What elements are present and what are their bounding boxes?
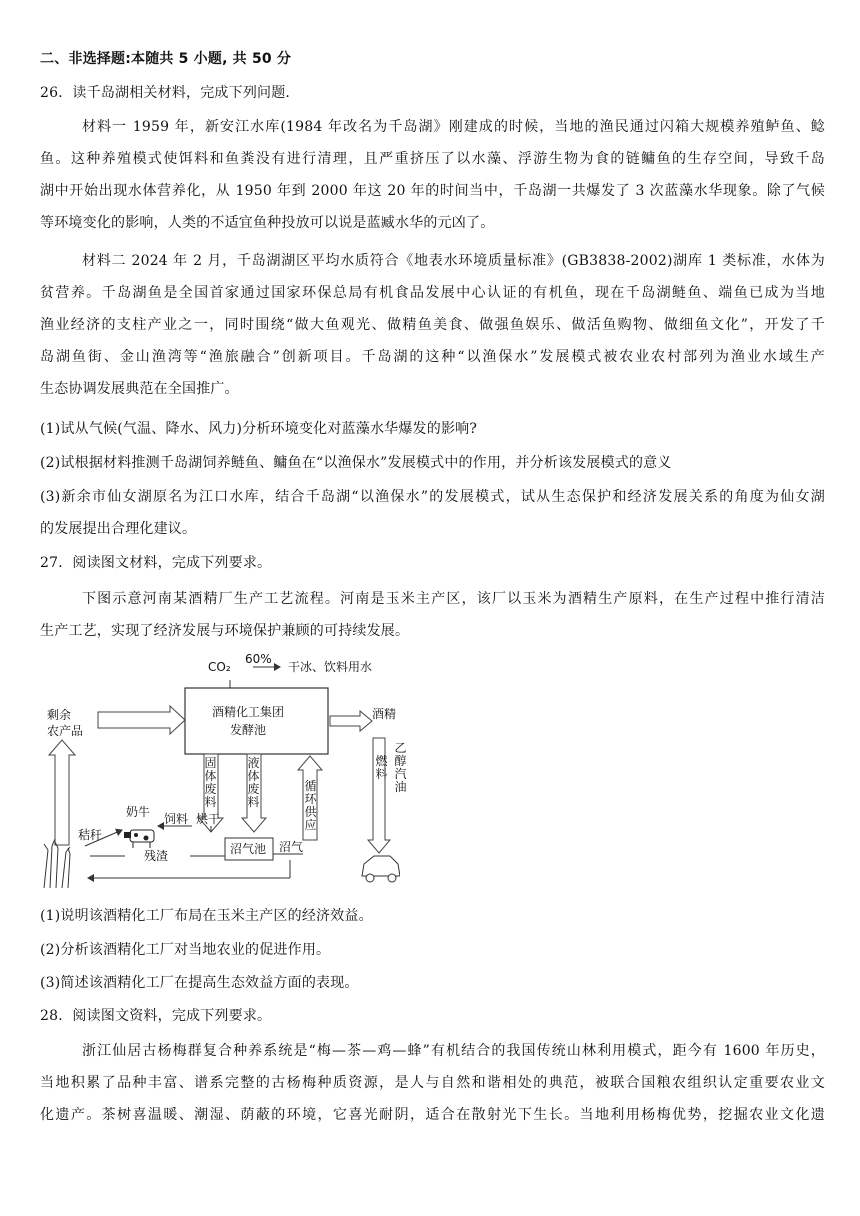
hollow-arrow-surplus xyxy=(98,706,185,734)
label-dry-ice: 干冰、饮料用水 xyxy=(288,660,373,674)
q26-material2-line: 贫营养。千岛湖鱼是全国首家通过国家环保总局有机食品发展中心认证的有机鱼，现在千岛湖鲢鱼、端鱼已成为当地 xyxy=(40,285,825,301)
q26-material2-line: 生态协调发展典范在全国推广。 xyxy=(40,381,239,397)
q27-intro-line: 下图示意河南某酒精厂生产工艺流程。河南是玉米主产区，该厂以玉米为酒精生产原料，在生产过程中推行清洁 xyxy=(82,591,825,607)
q28-intro-line: 浙江仙居古杨梅群复合种养系统是“梅—茶—鸡—蜂”有机结合的我国传统山林利用模式，距今有 1600 年历史， xyxy=(82,1043,825,1059)
label-biogas: 沼气 xyxy=(279,840,304,854)
label-liquid-waste: 液体废料 xyxy=(247,756,260,809)
q26-subquestion: (2)试根据材料推测千岛湖饲养鲢鱼、鳙鱼在“以渔保水”发展模式中的作用，并分析该发展模式的意义 xyxy=(40,455,672,471)
q26-material2-line: 岛湖鱼街、金山渔湾等“渔旅融合”创新项目。千岛湖的这种“以渔保水”发展模式被农业农村部列为渔业水域生产 xyxy=(40,349,825,365)
q28-intro-line: 化遗产。茶树喜温暖、潮湿、荫蔽的环境，它喜光耐阴，适合在散射光下生长。当地利用杨梅优势，挖掘农业文化遗 xyxy=(40,1107,825,1123)
hollow-arrow-crops-up xyxy=(49,740,75,845)
q26-subquestion: (3)新余市仙女湖原名为江口水库，结合千岛湖“以渔保水”的发展模式，试从生态保护和经济发展关系的角度为仙女湖 xyxy=(40,489,825,505)
label-alcohol: 酒精 xyxy=(372,707,397,721)
factory-box xyxy=(185,688,328,754)
label-factory-line1: 酒精化工集团 xyxy=(212,705,285,719)
q27-subquestion: (2)分析该酒精化工厂对当地农业的促进作用。 xyxy=(40,942,331,958)
label-residue: 残渣 xyxy=(144,849,169,863)
q26-stem: 26．读千岛湖相关材料，完成下列问题. xyxy=(40,85,291,101)
q28-intro-line: 当地积累了品种丰富、谱系完整的古杨梅种质资源，是人与自然和谐相处的典范，被联合国粮农组织认定重要农业文 xyxy=(40,1075,825,1091)
label-straw: 秸秆 xyxy=(78,828,103,842)
label-ethanol-gas: 乙醇汽油 xyxy=(394,741,407,794)
label-percent: 60% xyxy=(245,652,272,666)
cow-icon xyxy=(124,830,154,848)
car-icon xyxy=(362,856,400,882)
alcohol-factory-process-diagram xyxy=(40,650,407,895)
q26-subquestion-cont: 的发展提出合理化建议。 xyxy=(40,521,197,537)
q26-material1-line: 鱼。这种养殖模式使饵料和鱼粪没有进行清理，且严重挤压了以水藻、浮游生物为食的链鳙鱼的生存空间，导致千岛 xyxy=(40,151,825,167)
q27-subquestion: (1)说明该酒精化工厂布局在玉米主产区的经济效益。 xyxy=(40,908,373,924)
q26-material2-line: 材料二 2024 年 2 月，千岛湖湖区平均水质符合《地表水环境质量标准》(GB3838-2002)湖库 1 类标准，水体为 xyxy=(82,253,825,269)
q27-intro-line: 生产工艺，实现了经济发展与环境保护兼顾的可持续发展。 xyxy=(40,623,410,639)
q26-material1-line: 湖中开始出现水体营养化，从 1950 年到 2000 年这 20 年的时间当中，千岛湖一共爆发了 3 次蓝藻水华现象。除了气候 xyxy=(40,183,825,199)
q27-subquestion: (3)简述该酒精化工厂在提高生态效益方面的表现。 xyxy=(40,975,359,991)
q26-subquestion: (1)试从气候(气温、降水、风力)分析环境变化对蓝藻水华爆发的影响? xyxy=(40,421,478,437)
q28-stem: 28．阅读图文资料，完成下列要求。 xyxy=(40,1008,272,1024)
crops-icon xyxy=(44,839,70,888)
label-dry: 烘干 xyxy=(196,812,221,826)
q26-material1-line: 材料一 1959 年，新安江水库(1984 年改名为千岛湖》刚建成的时候，当地的渔民通过闪箱大规模养殖鲈鱼、鲶 xyxy=(82,119,825,135)
q26-material1-line: 等环境变化的影响，人类的不适宜鱼种投放可以说是蓝臧水华的元凶了。 xyxy=(40,215,495,231)
label-fuel: 燃料 xyxy=(375,754,388,781)
label-circulation: 循环供应 xyxy=(304,779,317,832)
label-surplus: 剩余 农产品 xyxy=(47,708,84,738)
q27-stem: 27．阅读图文材料，完成下列要求。 xyxy=(40,555,272,571)
section-header: 二、非选择题:本随共 5 小题, 共 50 分 xyxy=(40,51,292,67)
q26-material2-line: 渔业经济的支柱产业之一，同时围绕“做大鱼观光、做精鱼美食、做强鱼娱乐、做活鱼购物、做细鱼文化”，开发了千 xyxy=(40,317,825,333)
label-co2: CO₂ xyxy=(208,660,231,674)
label-biogas-pool: 沼气池 xyxy=(230,842,267,856)
label-feed: 饲料 xyxy=(164,812,189,826)
diagram-lines xyxy=(40,650,400,895)
label-factory-line2: 发酵池 xyxy=(230,723,267,737)
hollow-arrow-alcohol xyxy=(330,711,372,731)
label-cow: 奶牛 xyxy=(126,805,151,819)
label-solid-waste: 固体废料 xyxy=(204,756,217,809)
